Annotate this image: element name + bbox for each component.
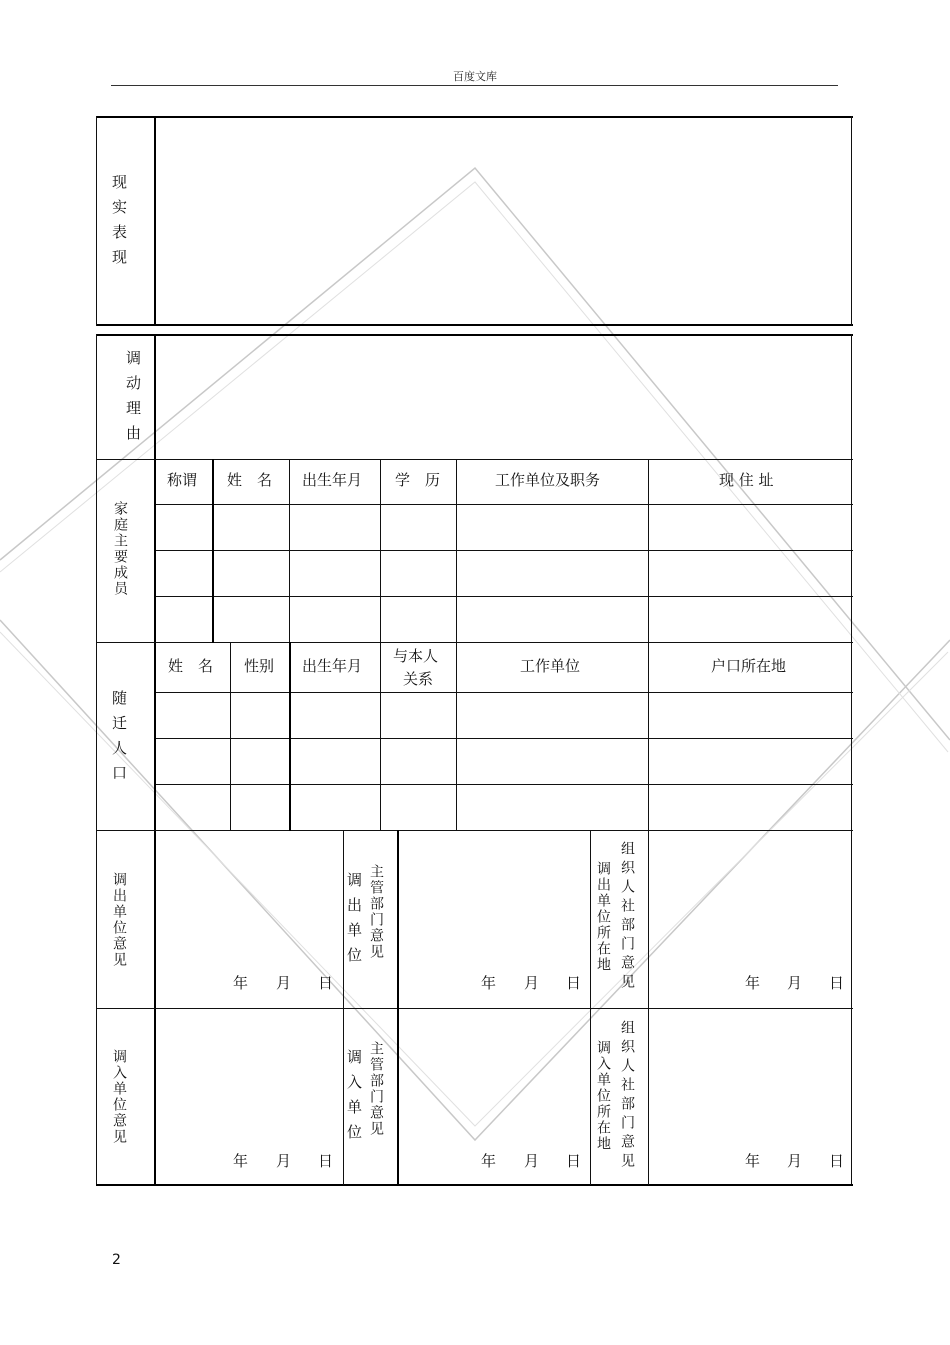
family-header-education: 学 历 [395,471,441,489]
migrant-header-birth: 出生年月 [302,657,363,675]
migrant-header-name: 姓 名 [168,657,214,675]
date-day: 日 [829,974,845,992]
family-header-address: 现 住 址 [719,471,774,489]
migrant-header-gender: 性别 [244,657,275,675]
family-header-relation: 称谓 [167,471,198,489]
date-month: 月 [276,974,292,992]
section-label-xianshi-biaoxian: 现实表现 [110,174,128,274]
date-year: 年 [745,1152,761,1170]
date-day: 日 [318,974,334,992]
label-out-unit-opinion: 调出单位意见 [111,872,127,968]
label-in-loc-b: 组织人社部门意见 [619,1020,635,1172]
label-in-dept-b: 主管部门意见 [368,1041,384,1137]
migrant-header-relation-2: 关系 [403,670,434,688]
header-title: 百度文库 [453,70,497,83]
date-day: 日 [318,1152,334,1170]
date-month: 月 [787,1152,803,1170]
date-year: 年 [233,974,249,992]
date-month: 月 [524,974,540,992]
date-month: 月 [524,1152,540,1170]
label-out-loc-b: 组织人社部门意见 [619,841,635,993]
section-label-migrants: 随迁人口 [110,690,128,790]
date-year: 年 [481,1152,497,1170]
label-out-loc-a: 调出单位所在地 [595,861,611,973]
date-year: 年 [481,974,497,992]
migrant-header-relation-1: 与本人 [393,647,439,665]
label-in-unit-opinion: 调入单位意见 [111,1049,127,1145]
label-in-dept-a: 调入单位 [345,1049,363,1149]
header-divider [111,85,838,86]
date-month: 月 [276,1152,292,1170]
family-header-birth: 出生年月 [302,471,363,489]
label-in-loc-a: 调入单位所在地 [595,1040,611,1152]
date-day: 日 [829,1152,845,1170]
page-number: 2 [112,1252,121,1268]
family-header-name: 姓 名 [227,471,273,489]
label-out-dept-a: 调出单位 [345,872,363,972]
family-header-employer: 工作单位及职务 [495,471,601,489]
migrant-header-hukou: 户口所在地 [711,657,787,675]
date-year: 年 [745,974,761,992]
date-day: 日 [566,974,582,992]
label-out-dept-b: 主管部门意见 [368,864,384,960]
section-label-diaodong-liyou: 调动理由 [124,350,142,450]
date-month: 月 [787,974,803,992]
section-label-family: 家庭主要成员 [112,501,128,597]
migrant-header-employer: 工作单位 [520,657,581,675]
date-day: 日 [566,1152,582,1170]
date-year: 年 [233,1152,249,1170]
